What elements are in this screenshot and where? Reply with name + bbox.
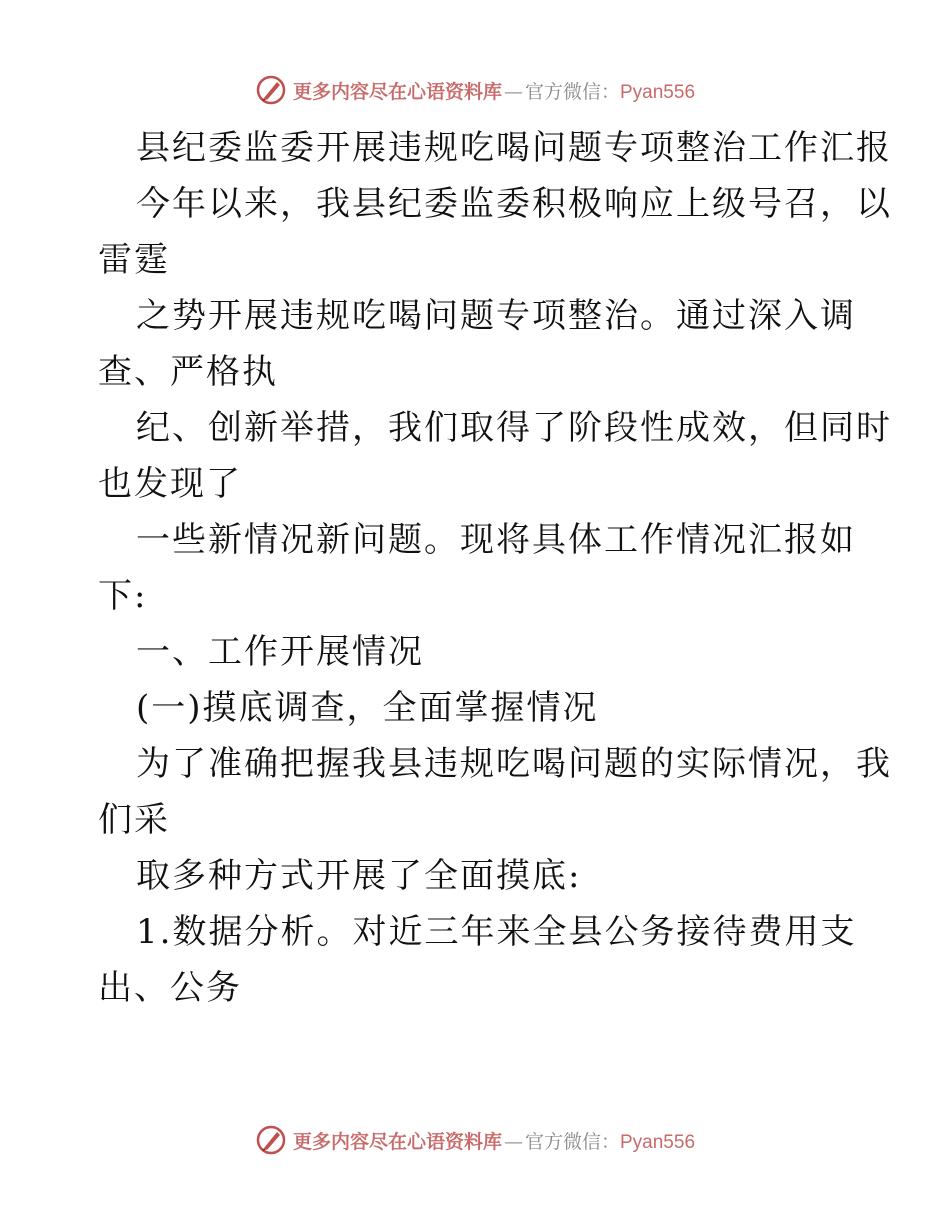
paragraph-line: 也发现了 xyxy=(98,464,242,504)
subsection-heading: (一)摸底调查，全面掌握情况 xyxy=(136,688,599,728)
paragraph-line: 一些新情况新问题。现将具体工作情况汇报如 xyxy=(136,520,856,560)
watermark-text xyxy=(293,1127,695,1154)
watermark-wechat-label: 官方微信： xyxy=(524,80,620,103)
watermark-brand: 更多内容尽在心语资料库 xyxy=(292,80,502,103)
paragraph-line: 为了准确把握我县违规吃喝问题的实际情况，我 xyxy=(136,744,892,784)
paragraph-line: 雷霆 xyxy=(98,240,170,280)
paragraph-line: 取多种方式开展了全面摸底: xyxy=(136,856,582,896)
watermark-separator: — xyxy=(503,80,523,103)
watermark-separator: — xyxy=(503,1130,523,1153)
document-title: 县纪委监委开展违规吃喝问题专项整治工作汇报 xyxy=(136,128,892,168)
watermark-wechat-id: Pyan556 xyxy=(620,81,696,103)
quill-pen-logo-icon xyxy=(255,1124,287,1156)
quill-pen-logo-icon xyxy=(255,74,287,106)
paragraph-line: 之势开展违规吃喝问题专项整治。通过深入调 xyxy=(136,296,856,336)
watermark-text xyxy=(293,77,695,104)
list-item-line: 1.数据分析。对近三年来全县公务接待费用支 xyxy=(136,912,857,952)
paragraph-line: 们采 xyxy=(98,800,170,840)
watermark-wechat-id: Pyan556 xyxy=(620,1131,696,1153)
document-body xyxy=(98,120,892,1016)
paragraph-line: 出、公务 xyxy=(98,968,242,1008)
section-heading: 一、工作开展情况 xyxy=(136,632,424,672)
watermark-footer xyxy=(0,1120,950,1160)
paragraph-line: 查、严格执 xyxy=(98,352,278,392)
watermark-wechat-label: 官方微信： xyxy=(524,1130,620,1153)
paragraph-line: 下: xyxy=(98,576,148,616)
paragraph-line: 今年以来，我县纪委监委积极响应上级号召，以 xyxy=(136,184,892,224)
paragraph-line: 纪、创新举措，我们取得了阶段性成效，但同时 xyxy=(136,408,892,448)
watermark-brand: 更多内容尽在心语资料库 xyxy=(292,1130,502,1153)
watermark-header xyxy=(0,70,950,110)
